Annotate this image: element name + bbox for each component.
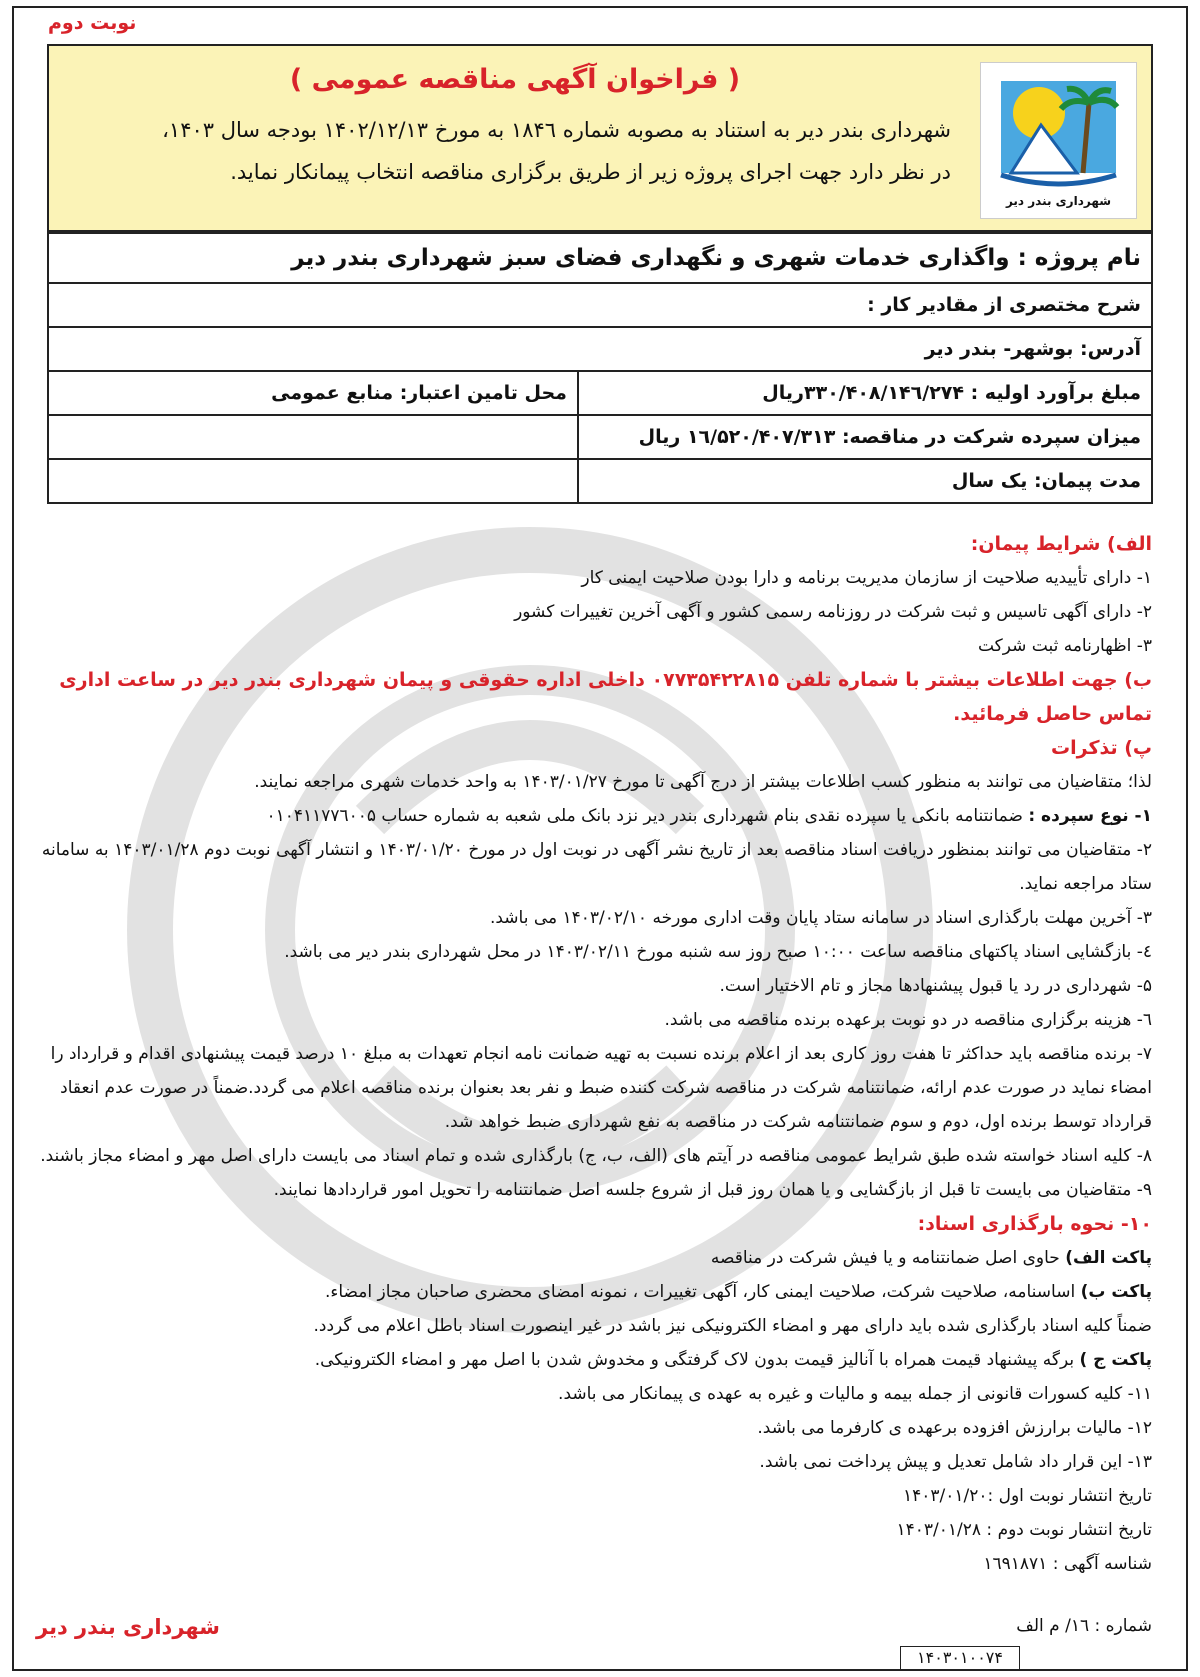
section-a-title: الف) شرایط پیمان: xyxy=(970,533,1152,555)
section-a-item: ۳- اظهارنامه ثبت شرکت xyxy=(977,636,1152,656)
note-item-2: ۲- متقاضیان می توانند بمنظور دریافت اسناد مناقصه بعد از تاریخ نشر آگهی در نوبت اول در مورخ ۱۴۰۳/۰۱/۲۰ و انتشار آگهی نوبت دوم ۱۴۰۳/۰۱/۲۸ به سامانه ستاد مراجعه نماید. xyxy=(41,840,1152,894)
note-item-10-title: ۱۰- نحوه بارگذاری اسناد: xyxy=(917,1213,1152,1235)
pack-a xyxy=(30,1241,1152,1275)
project-name: نام پروژه : واگذاری خدمات شهری و نگهداری فضای سبز شهرداری بندر دیر xyxy=(48,233,1152,283)
work-summary: شرح مختصری از مقادیر کار : xyxy=(48,283,1152,327)
reference-number: شماره : ۱٦/ م الف xyxy=(1016,1616,1152,1636)
logo-caption: شهرداری بندر دیر xyxy=(1005,194,1112,208)
empty-cell xyxy=(48,415,578,459)
conditions-body xyxy=(30,527,1152,1581)
announcement-header xyxy=(47,44,1153,232)
note-item-11: ۱۱- کلیه کسورات قانونی از جمله بیمه و مالیات و غیره به عهده ی پیمانکار می باشد. xyxy=(558,1384,1152,1404)
pack-c-text: برگه پیشنهاد قیمت همراه با آنالیز قیمت بدون لاک گرفتگی و مخدوش شدن با اصل مهر و امضاء الکترونیکی. xyxy=(314,1350,1080,1370)
project-info-table xyxy=(47,232,1153,504)
municipality-logo xyxy=(980,62,1137,219)
pack-b-text: اساسنامه، صلاحیت شرکت، صلاحیت ایمنی کار، آگهی تغییرات ، نمونه امضای محضری صاحبان مجاز امضاء. xyxy=(324,1282,1081,1302)
pack-c-label: پاکت ج ) xyxy=(1079,1350,1152,1370)
pack-b-label: پاکت ب) xyxy=(1080,1282,1152,1302)
empty-cell xyxy=(48,459,578,503)
deposit-type-text: ضمانتنامه بانکی یا سپرده نقدی بنام شهرداری بندر دیر نزد بانک ملی شعبه به شماره حساب ۰۱۰۴۱۱۷۷٦۰۰۵ xyxy=(266,806,1029,826)
note-item-3: ۳- آخرین مهلت بارگذاری اسناد در سامانه ستاد پایان وقت اداری مورخه ۱۴۰۳/۰۲/۱۰ می باشد. xyxy=(489,908,1152,928)
pack-a-text: حاوی اصل ضمانتنامه و یا فیش شرکت در مناقصه xyxy=(710,1248,1066,1268)
round-label: نوبت دوم xyxy=(48,12,137,34)
address: آدرس: بوشهر- بندر دیر xyxy=(48,327,1152,371)
pack-b xyxy=(30,1275,1152,1309)
note-item-8: ۸- کلیه اسناد خواسته شده طبق شرایط عمومی مناقصه در آیتم های (الف، ب، ج) بارگذاری شده و تمام اسناد می بایست دارای اصل مهر و امضاء مجاز باشند. xyxy=(40,1146,1152,1166)
pack-a-label: پاکت الف) xyxy=(1065,1248,1152,1268)
ad-id: شناسه آگهی : ۱٦۹۱۸۷۱ xyxy=(983,1554,1152,1574)
contract-duration: مدت پیمان: یک سال xyxy=(578,459,1152,503)
announcement-title: ( فراخوان آگهی مناقصه عمومی ) xyxy=(289,64,741,95)
section-a-item: ۱- دارای تأییدیه صلاحیت از سازمان مدیریت برنامه و دارا بودن صلاحیت ایمنی کار xyxy=(581,568,1152,588)
pack-b-note: ضمناً کلیه اسناد بارگذاری شده باید دارای مهر و امضاء الکترونیکی نیز باشد در غیر اینصورت اسناد باطل اعلام می گردد. xyxy=(313,1316,1152,1336)
note-item-6: ٦- هزینه برگزاری مناقصه در دو نوبت برعهده برنده مناقصه می باشد. xyxy=(664,1010,1152,1030)
note-item-7: ۷- برنده مناقصه باید حداکثر تا هفت روز کاری بعد از اعلام برنده نسبت به تهیه ضمانت نامه انجام تعهدات به مبلغ ۱۰ درصد قیمت پیشنهادی اقدام و قرارداد را امضاء نماید در صورت عدم ارائه، ضمانتنامه شرکت در مناقصه شرکت کننده ضبط و نفر بعد بعنوان برنده مناقصه اعلام می گردد.ضمناً در صورت عدم انعقاد قرارداد توسط برنده اول، دوم و سوم ضمانتنامه شرکت در مناقصه به نفع شهرداری ضبط خواهد شد. xyxy=(50,1044,1152,1132)
header-intro-line-2: در نظر دارد جهت اجرای پروژه زیر از طریق برگزاری مناقصه انتخاب پیمانکار نماید. xyxy=(230,160,951,184)
note-item-12: ۱۲- مالیات برارزش افزوده برعهده ی کارفرما می باشد. xyxy=(757,1418,1152,1438)
header-intro-line-1: شهرداری بندر دیر به استناد به مصوبه شماره ۱۸۴٦ به مورخ ۱۴۰۲/۱۲/۱۳ بودجه سال ۱۴۰۳، xyxy=(162,118,951,142)
deposit-type-label: ۱- نوع سپرده : xyxy=(1028,806,1152,826)
note-item-5: ۵- شهرداری در رد یا قبول پیشنهادها مجاز و تام الاختیار است. xyxy=(719,976,1152,996)
note-item-13: ۱۳- این قرار داد شامل تعدیل و پیش پرداخت نمی باشد. xyxy=(759,1452,1152,1472)
section-b-contact: ب) جهت اطلاعات بیشتر با شماره تلفن ۰۷۷۳۵۴۲۲۸۱۵ داخلی اداره حقوقی و پیمان شهرداری بندر دیر در ساعت اداری تماس حاصل فرمائید. xyxy=(59,669,1152,725)
publish-date-2: تاریخ انتشار نوبت دوم : ۱۴۰۳/۰۱/۲۸ xyxy=(896,1520,1152,1540)
note-item-1 xyxy=(30,799,1152,833)
note-item-9: ۹- متقاضیان می بایست تا قبل از بازگشایی و یا همان روز قبل از شروع جلسه اصل ضمانتنامه را تحویل امور قراردادها نمایند. xyxy=(273,1180,1152,1200)
notes-intro: لذا؛ متقاضیان می توانند به منظور کسب اطلاعات بیشتر از درج آگهی تا مورخ ۱۴۰۳/۰۱/۲۷ به واحد خدمات شهری مراجعه نمایند. xyxy=(254,772,1152,792)
note-item-4: ٤- بازگشایی اسناد پاکتهای مناقصه ساعت ۱۰:۰۰ صبح روز سه شنبه مورخ ۱۴۰۳/۰۲/۱۱ در محل شهرداری بندر دیر می باشد. xyxy=(284,942,1152,962)
section-a-item: ۲- دارای آگهی تاسیس و ثبت شرکت در روزنامه رسمی کشور و آگهی آخرین تغییرات کشور xyxy=(514,602,1152,622)
section-p-title: پ) تذکرات xyxy=(1051,737,1152,759)
funding-source: محل تامین اعتبار: منابع عمومی xyxy=(48,371,578,415)
publish-date-1: تاریخ انتشار نوبت اول :۱۴۰۳/۰۱/۲۰ xyxy=(902,1486,1152,1506)
initial-estimate: مبلغ برآورد اولیه : ۳۳۰/۴۰۸/۱۴٦/۲۷۴ریال xyxy=(578,371,1152,415)
footer-organization: شهرداری بندر دیر xyxy=(36,1615,220,1639)
tender-deposit: میزان سپرده شرکت در مناقصه: ۱٦/۵۲۰/۴۰۷/۳۱۳ ریال xyxy=(578,415,1152,459)
pack-c xyxy=(30,1343,1152,1377)
serial-number-box: ۱۴۰۳۰۱۰۰۷۴ xyxy=(900,1646,1020,1670)
